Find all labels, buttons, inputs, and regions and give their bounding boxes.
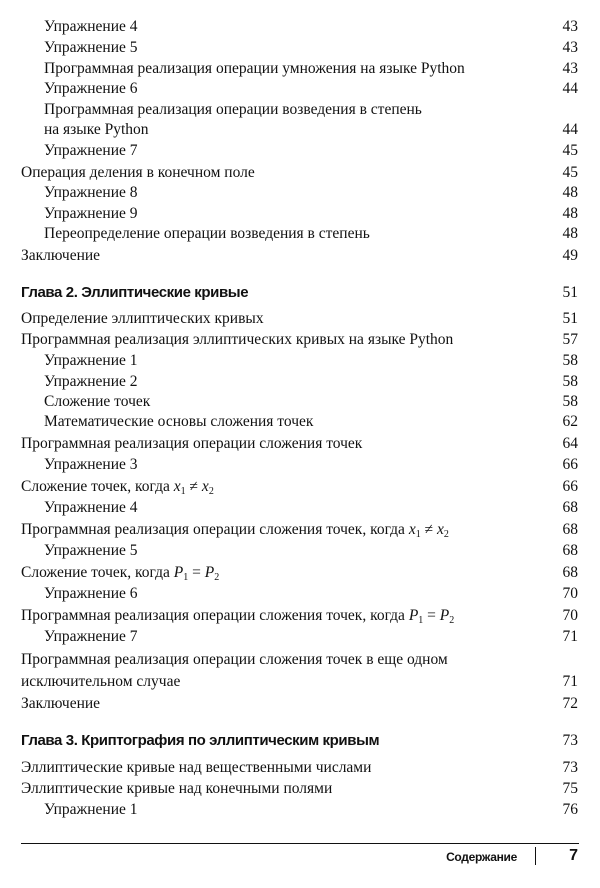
footer-section-label: Содержание: [446, 850, 517, 864]
toc-section-title: Программная реализация операции сложения точек, когда $P_1 = P_2$: [21, 607, 455, 626]
toc-entry-page: 43: [562, 39, 578, 56]
toc-entry-title: Упражнение 9: [44, 205, 138, 222]
toc-entry-page: 51: [562, 284, 578, 301]
toc-section-title: Заключение: [21, 247, 101, 264]
toc-section-title: Сложение точек, когда $x_1 \ne x_2$: [21, 478, 214, 497]
toc-section-title: Эллиптические кривые над конечными полями: [21, 780, 333, 797]
toc-entry-page: 57: [562, 331, 578, 348]
toc-entry-page: 58: [562, 373, 578, 390]
toc-entry-title: Упражнение 4: [44, 499, 138, 516]
toc-section-title: Определение эллиптических кривых: [21, 310, 264, 327]
toc-entry-page: 58: [562, 352, 578, 369]
toc-section-title: Эллиптические кривые над вещественными числами: [21, 759, 372, 776]
toc-entry-title: Программная реализация операции умножения на языке Python: [44, 60, 465, 77]
toc-section-title: Заключение: [21, 695, 101, 712]
toc-entry-title: Упражнение 5: [44, 39, 138, 56]
toc-entry-page: 70: [562, 607, 578, 624]
toc-entry-page: 43: [562, 18, 578, 35]
toc-entry-page: 62: [562, 413, 578, 430]
toc-entry-page: 48: [562, 205, 578, 222]
toc-entry-title: Упражнение 6: [44, 585, 138, 602]
toc-entry-title: Упражнение 6: [44, 80, 138, 97]
toc-entry-page: 70: [562, 585, 578, 602]
toc-entry-title: Упражнение 1: [44, 801, 138, 818]
toc-entry-page: 73: [562, 759, 578, 776]
toc-entry-title: Упражнение 8: [44, 184, 138, 201]
toc-entry-page: 48: [562, 184, 578, 201]
toc-entry-page: 68: [562, 521, 578, 538]
toc-section-title: Программная реализация операции сложения точек в еще одном: [21, 651, 448, 668]
toc-entry-page: 71: [562, 628, 578, 645]
toc-section-title: Программная реализация операции сложения точек, когда $x_1 \ne x_2$: [21, 521, 449, 540]
toc-chapter-title: Глава 2. Эллиптические кривые: [21, 284, 249, 301]
footer-rule: [21, 843, 579, 844]
toc-entry-title: Математические основы сложения точек: [44, 413, 314, 430]
footer-separator: [535, 847, 536, 865]
toc-entry-title: Переопределение операции возведения в степень: [44, 225, 370, 242]
toc-entry-page: 45: [562, 142, 578, 159]
toc-entry-page: 44: [562, 121, 578, 138]
toc-entry-page: 51: [562, 310, 578, 327]
toc-entry-page: 44: [562, 80, 578, 97]
toc-entry-page: 68: [562, 499, 578, 516]
toc-entry-page: 76: [562, 801, 578, 818]
toc-section-title: исключительном случае: [21, 673, 181, 690]
toc-entry-page: 66: [562, 478, 578, 495]
toc-entry-page: 45: [562, 164, 578, 181]
toc-entry-title: Упражнение 2: [44, 373, 138, 390]
toc-entry-page: 72: [562, 695, 578, 712]
toc-entry-title: Упражнение 7: [44, 628, 138, 645]
toc-entry-page: 43: [562, 60, 578, 77]
toc-entry-page: 68: [562, 542, 578, 559]
toc-entry-title: Сложение точек: [44, 393, 151, 410]
toc-entry-page: 64: [562, 435, 578, 452]
toc-section-title: Операция деления в конечном поле: [21, 164, 255, 181]
toc-entry-title: Упражнение 3: [44, 456, 138, 473]
toc-entry-title: Упражнение 4: [44, 18, 138, 35]
toc-section-title: Сложение точек, когда $P_1 = P_2$: [21, 564, 220, 583]
toc-entry-page: 58: [562, 393, 578, 410]
toc-chapter-title: Глава 3. Криптография по эллиптическим кривым: [21, 732, 380, 749]
toc-entry-page: 73: [562, 732, 578, 749]
footer-page-number: 7: [569, 847, 578, 864]
toc-section-title: Программная реализация операции сложения точек: [21, 435, 363, 452]
toc-entry-title: на языке Python: [44, 121, 149, 138]
toc-entry-title: Упражнение 1: [44, 352, 138, 369]
toc-entry-page: 48: [562, 225, 578, 242]
toc-section-title: Программная реализация эллиптических кривых на языке Python: [21, 331, 454, 348]
toc-entry-title: Упражнение 5: [44, 542, 138, 559]
toc-entry-page: 71: [562, 673, 578, 690]
toc-entry-title: Программная реализация операции возведения в степень: [44, 101, 422, 118]
toc-entry-page: 68: [562, 564, 578, 581]
toc-entry-page: 66: [562, 456, 578, 473]
toc-entry-title: Упражнение 7: [44, 142, 138, 159]
toc-entry-page: 75: [562, 780, 578, 797]
toc-entry-page: 49: [562, 247, 578, 264]
